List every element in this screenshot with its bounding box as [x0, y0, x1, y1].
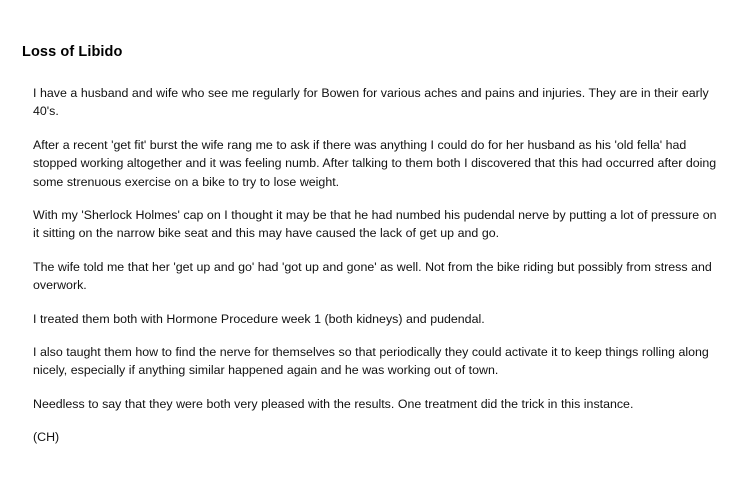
- article-body: [33, 84, 723, 447]
- body-paragraph: With my 'Sherlock Holmes' cap on I thought it may be that he had numbed his pudendal nerve by putting a lot of pressure on it sitting on the narrow bike seat and this may have caused the lack of get up and go.: [33, 208, 717, 241]
- body-paragraph: After a recent 'get fit' burst the wife rang me to ask if there was anything I could do for her husband as his 'old fella' had stopped working altogether and it was feeling numb. After talking to them both I discovered that this had occurred after doing some strenuous exercise on a bike to try to lose weight.: [33, 137, 717, 189]
- body-paragraph: Needless to say that they were both very pleased with the results. One treatment did the trick in this instance.: [33, 396, 634, 411]
- body-paragraph: I also taught them how to find the nerve for themselves so that periodically they could activate it to keep things rolling along nicely, especially if anything similar happened again and he was working out of town.: [33, 345, 709, 378]
- author-signature: (CH): [33, 430, 60, 445]
- page-title: Loss of Libido: [22, 44, 123, 60]
- body-paragraph: The wife told me that her 'get up and go' had 'got up and gone' as well. Not from the bike riding but possibly from stress and overwork.: [33, 259, 712, 293]
- body-paragraph: I have a husband and wife who see me regularly for Bowen for various aches and pains and injuries. They are in their early 40's.: [33, 86, 709, 119]
- body-paragraph: I treated them both with Hormone Procedure week 1 (both kidneys) and pudendal.: [33, 311, 485, 326]
